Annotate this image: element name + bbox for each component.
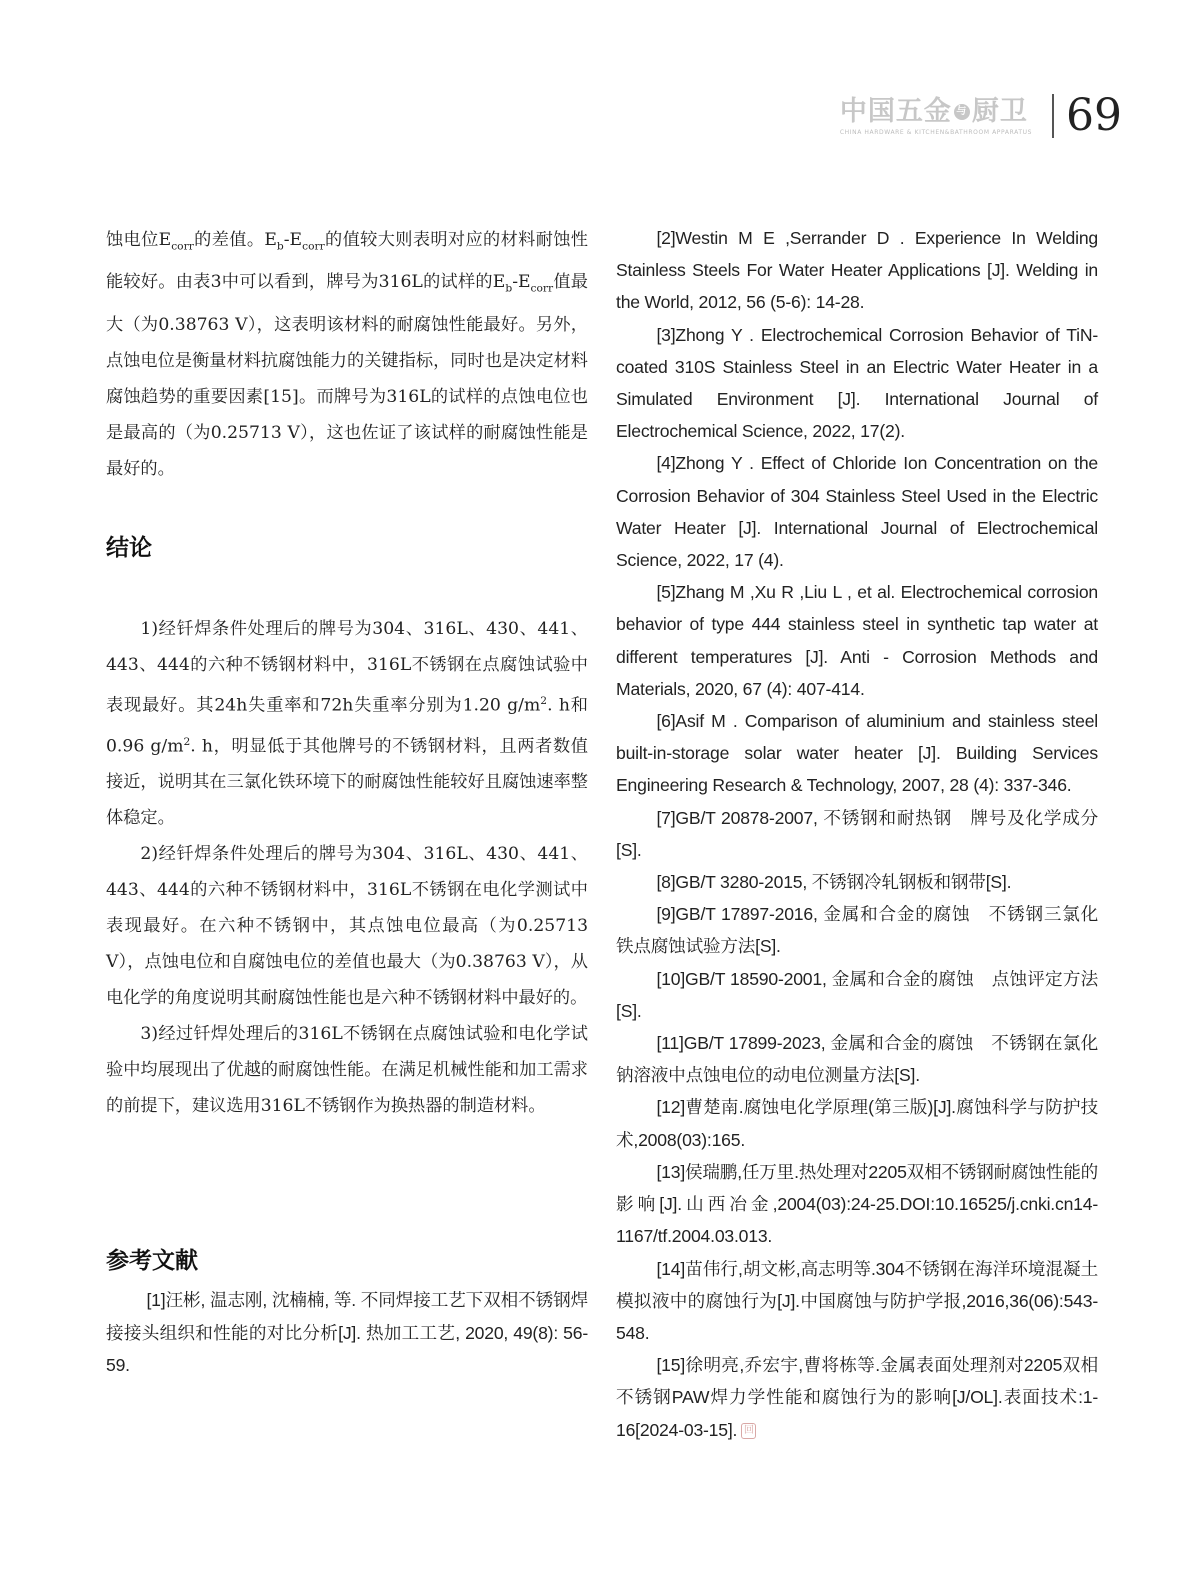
reference-item: [1]汪彬, 温志刚, 沈楠楠, 等. 不同焊接工艺下双相不锈钢焊接接头组织和性能的对比分析[J]. 热加工工艺, 2020, 49(8): 56-59. bbox=[106, 1290, 588, 1375]
right-column bbox=[616, 222, 1098, 1446]
conclusion-heading: 结论 bbox=[106, 534, 152, 561]
logo-english-title: CHINA HARDWARE & KITCHEN&BATHROOM APPARATUS bbox=[839, 128, 1032, 136]
conclusion-paragraph-3: 3)经过钎焊处理后的316L不锈钢在点腐蚀试验和电化学试验中均展现出了优越的耐腐蚀性能。在满足机械性能和加工需求的前提下，建议选用316L不锈钢作为换热器的制造材料。 bbox=[106, 1024, 588, 1117]
reference-item: [13]侯瑞鹏,任万里.热处理对2205双相不锈钢耐腐蚀性能的影响[J].山西冶金,2004(03):24-25.DOI:10.16525/j.cnki.cn14-1167/tf.2004.03.013. bbox=[616, 1161, 1099, 1247]
page-number: 69 bbox=[1066, 90, 1122, 141]
reference-item: [9]GB/T 17897-2016, 金属和合金的腐蚀 不锈钢三氯化铁点腐蚀试验方法[S]. bbox=[616, 904, 1098, 957]
reference-item: [14]苗伟行,胡文彬,高志明等.304不锈钢在海洋环境混凝土模拟液中的腐蚀行为[J].中国腐蚀与防护学报,2016,36(06):543-548. bbox=[616, 1258, 1098, 1343]
references-heading: 参考文献 bbox=[106, 1248, 198, 1275]
conclusion-paragraph-1: 1)经钎焊条件处理后的牌号为304、316L、430、441、443、444的六种不锈钢材料中，316L不锈钢在点腐蚀试验中表现最好。其24h失重率和72h失重率分别为1.20 $g/m^2$. h和0.96 $g/m^2$. h，明显低于其他牌号的不锈钢材料，且两者数值接近，说明其在三氯化铁环境下的耐腐蚀性能较好且腐蚀速率整体稳定。 bbox=[106, 618, 588, 829]
reference-item: [5]Zhang M ,Xu R ,Liu L , et al. Electrochemical corrosion behavior of type 444 stainless steel in synthetic tap water at different temperatures [J]. Anti - Corrosion Methods and Materials, 2020, 67 (4): 407-414. bbox=[616, 582, 1098, 699]
logo-chinese-title: 中国五金 与 厨卫 bbox=[839, 95, 1028, 127]
reference-item: [3]Zhong Y . Electrochemical Corrosion Behavior of TiN-coated 310S Stainless Steel in an Electric Water Heater in a Simulated Environment [J]. International Journal of Electrochemical Science, 2022, 17(2). bbox=[616, 324, 1098, 442]
end-of-article-icon: 回 bbox=[741, 1423, 756, 1439]
reference-item: [4]Zhong Y . Effect of Chloride Ion Concentration on the Corrosion Behavior of 304 Stainless Steel Used in the Electric Water Heater [J]. International Journal of Electrochemical Science, 2022, 17 (4). bbox=[616, 453, 1098, 571]
header-divider bbox=[1052, 94, 1054, 138]
left-column bbox=[106, 222, 588, 1381]
reference-item-last: [15]徐明亮,乔宏宇,曹将栋等.金属表面处理剂对2205双相不锈钢PAW焊力学性能和腐蚀行为的影响[J/OL].表面技术:1-16[2024-03-15]. 回 bbox=[616, 1355, 1098, 1440]
conclusion-paragraph-2: 2)经钎焊条件处理后的牌号为304、316L、430、441、443、444的六种不锈钢材料中，316L不锈钢在电化学测试中表现最好。在六种不锈钢中，其点蚀电位最高（为0.25713 V），点蚀电位和自腐蚀电位的差值也最大（为0.38763 V），从电化学的角度说明其耐腐蚀性能也是六种不锈钢材料中最好的。 bbox=[106, 844, 588, 1009]
reference-item: [11]GB/T 17899-2023, 金属和合金的腐蚀 不锈钢在氯化钠溶液中点蚀电位的动电位测量方法[S]. bbox=[616, 1033, 1098, 1086]
reference-item: [2]Westin M E ,Serrander D . Experience In Welding Stainless Steels For Water Heater Applications [J]. Welding in the World, 2012, 56 (5-6): 14-28. bbox=[616, 228, 1098, 313]
reference-item: [6]Asif M . Comparison of aluminium and stainless steel built-in-storage solar water heater [J]. Building Services Engineering Research & Technology, 2007, 28 (4): 337-346. bbox=[616, 711, 1098, 796]
reference-item: [7]GB/T 20878-2007, 不锈钢和耐热钢 牌号及化学成分[S]. bbox=[616, 807, 1098, 860]
logo-separator: 与 bbox=[954, 104, 970, 120]
magazine-logo bbox=[840, 97, 1032, 136]
reference-item: [10]GB/T 18590-2001, 金属和合金的腐蚀 点蚀评定方法[S]. bbox=[616, 968, 1098, 1021]
intro-paragraph: 蚀电位$E_{corr}$的差值。$E_b-E_{corr}$的值较大则表明对应的材料耐蚀性能较好。由表3中可以看到，牌号为316L的试样的$E_b-E_{corr}$值最大（为0.38763 V），这表明该材料的耐腐蚀性能最好。另外，点蚀电位是衡量材料抗腐蚀能力的关键指标，同时也是决定材料腐蚀趋势的重要因素[15]。而牌号为316L的试样的点蚀电位也是最高的（为0.25713 V），这也佐证了该试样的耐腐蚀性能是最好的。 bbox=[106, 230, 588, 479]
reference-item: [8]GB/T 3280-2015, 不锈钢冷轧钢板和钢带[S]. bbox=[656, 872, 1012, 893]
reference-item: [12]曹楚南.腐蚀电化学原理(第三版)[J].腐蚀科学与防护技术,2008(03):165. bbox=[616, 1097, 1098, 1150]
page-header bbox=[840, 92, 1122, 140]
